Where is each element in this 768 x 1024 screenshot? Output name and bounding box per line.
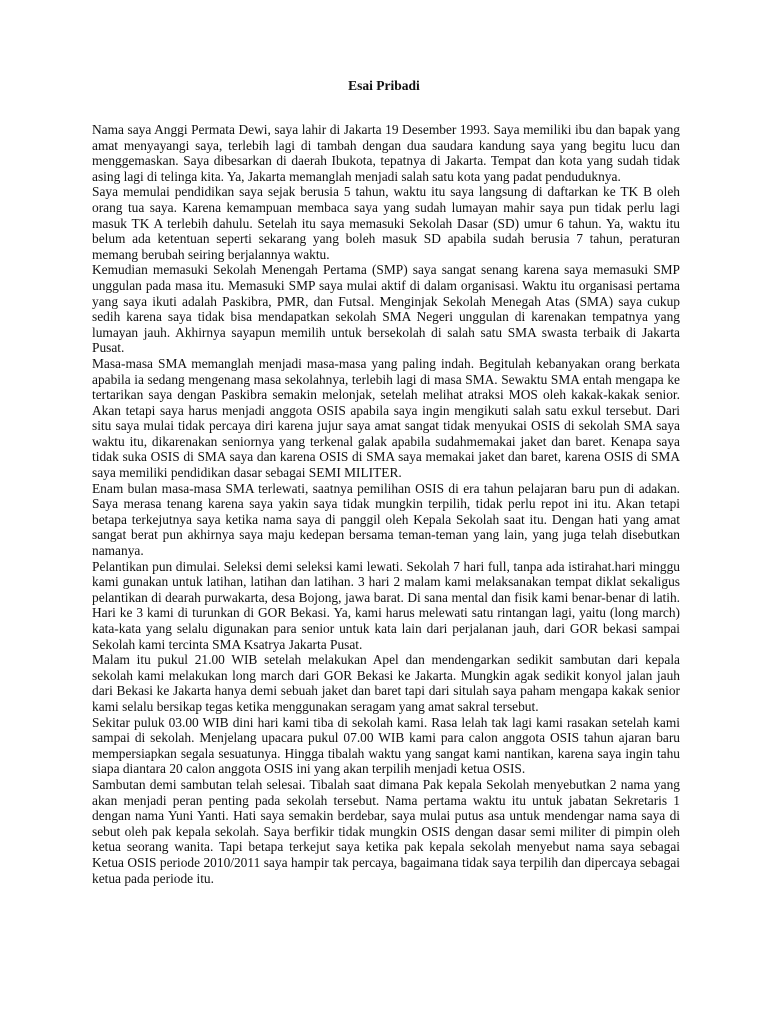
paragraph-2: Saya memulai pendidikan saya sejak berusia 5 tahun, waktu itu saya langsung di daftarkan ke TK B oleh orang tua saya. Karena kemampuan membaca saya yang sudah lumayan mahir saya pun tidak perlu lagi masuk TK A terlebih dahulu. Setelah itu saya memasuki Sekolah Dasar (SD) umur 6 tahun. Ya, waktu itu belum ada ketentuan seperti sekarang yang boleh masuk SD apabila sudah berusia 7 tahun, peraturan memang berubah seiring berjalannya waktu. (92, 184, 680, 262)
document-title: Esai Pribadi (348, 78, 420, 93)
paragraph-7: Malam itu pukul 21.00 WIB setelah melakukan Apel dan mendengarkan sedikit sambutan dari kepala sekolah kami melakukan long march dari GOR Bekasi ke Jakarta. Mungkin agak sedikit konyol jalan jauh dari Bekasi ke Jakarta hanya demi sebuah jaket dan baret tapi dari situlah saya paham mengapa kakak senior kami selalu bersikap tegas ketika menggunakan seragam yang amat sakral tersebut. (92, 652, 680, 714)
paragraph-4: Masa-masa SMA memanglah menjadi masa-masa yang paling indah. Begitulah kebanyakan orang berkata apabila ia sedang mengenang masa sekolahnya, terlebih lagi di masa SMA. Sewaktu SMA entah mengapa ke tertarikan saya dengan Paskibra semakin melonjak, setelah melihat atraksi MOS oleh kakak-kakak senior. Akan tetapi saya harus menjadi anggota OSIS apabila saya ingin mengikuti salah satu exkul tersebut. Dari situ saya mulai tidak percaya diri karena jujur saya amat sangat tidak menyukai OSIS di sekolah SMA saya waktu itu, dikarenakan seniornya yang terkenal galak apabila sudahmemakai jaket dan baret. Kenapa saya tidak suka OSIS di SMA saya dan karena OSIS di SMA saya memakai jaket dan baret, karena OSIS di SMA saya memiliki pendidikan dasar sebagai SEMI MILITER. (92, 355, 680, 481)
paragraph-3: Kemudian memasuki Sekolah Menengah Pertama (SMP) saya sangat senang karena saya memasuki SMP unggulan pada masa itu. Memasuki SMP saya mulai aktif di dalam organisasi. Waktu itu organisasi pertama yang saya ikuti adalah Paskibra, PMR, dan Futsal. Menginjak Sekolah Menegah Atas (SMA) saya cukup sedih karena saya tidak bisa mendapatkan sekolah SMA Negeri unggulan di karenakan tempatnya yang lumayan jauh. Akhirnya sayapun memilih untuk bersekolah di salah satu SMA swasta terbaik di Jakarta Pusat. (92, 262, 680, 356)
paragraph-8: Sekitar puluk 03.00 WIB dini hari kami tiba di sekolah kami. Rasa lelah tak lagi kami rasakan setelah kami sampai di sekolah. Menjelang upacara pukul 07.00 WIB kami para calon anggota OSIS tahun ajaran baru mempersiapkan segala sesuatunya. Hingga tibalah waktu yang sangat kami nantikan, karena saya ingin tahu siapa diantara 20 calon anggota OSIS ini yang akan terpilih menjadi ketua OSIS. (92, 714, 680, 777)
paragraph-5: Enam bulan masa-masa SMA terlewati, saatnya pemilihan OSIS di era tahun pelajaran baru pun di adakan. Saya merasa tenang karena saya yakin saya tidak mungkin terpilih, tidak perlu repot ini itu. Akan tetapi betapa terkejutnya saya ketika nama saya di panggil oleh Kepala Sekolah saat itu. Dengan hati yang amat sangat berat pun akhirnya saya maju kedepan bersama teman-teman yang lain, yang juga telah disebutkan namanya. (92, 480, 680, 559)
paragraph-9: Sambutan demi sambutan telah selesai. Tibalah saat dimana Pak kepala Sekolah menyebutkan 2 nama yang akan menjadi peran penting pada sekolah tersebut. Nama pertama waktu itu untuk jabatan Sekretaris 1 dengan nama Yuni Yanti. Hati saya semakin berdebar, saya mulai putus asa untuk mendengar nama saya di sebut oleh pak kepala sekolah. Saya berfikir tidak mungkin OSIS dengan dasar semi militer di pimpin oleh ketua seorang wanita. Tapi betapa terkejut saya ketika pak kepala sekolah menyebut nama saya sebagai Ketua OSIS periode 2010/2011 saya hampir tak percaya, bagaimana tidak saya terpilih dan dipercaya sebagai ketua pada periode itu. (92, 776, 680, 886)
document-body (92, 122, 680, 886)
paragraph-6: Pelantikan pun dimulai. Seleksi demi seleksi kami lewati. Sekolah 7 hari full, tanpa ada istirahat.hari minggu kami gunakan untuk latihan, latihan dan latihan. 3 hari 2 malam kami melaksanakan tempat diklat sekaligus pelantikan di dearah purwakarta, desa Bojong, jawa barat. Di sana mental dan fisik kami benar-benar di latih. Hari ke 3 kami di turunkan di GOR Bekasi. Ya, kami harus melewati satu rintangan lagi, yaitu (long march) kata-kata yang selalu digunakan para senior untuk kata lain dari perjalanan jauh, dari GOR bekasi sampai Sekolah kami tercinta SMA Ksatrya Jakarta Pusat. (92, 558, 680, 652)
paragraph-1: Nama saya Anggi Permata Dewi, saya lahir di Jakarta 19 Desember 1993. Saya memiliki ibu dan bapak yang amat menyayangi saya, terlebih lagi di tambah dengan dua saudara kandung saya yang begitu lucu dan menggemaskan. Saya dibesarkan di daerah Ibukota, tepatnya di Jakarta. Tempat dan kota yang sudah tidak asing lagi di telinga kita. Ya, Jakarta memanglah menjadi salah satu kota yang padat penduduknya. (92, 122, 680, 184)
